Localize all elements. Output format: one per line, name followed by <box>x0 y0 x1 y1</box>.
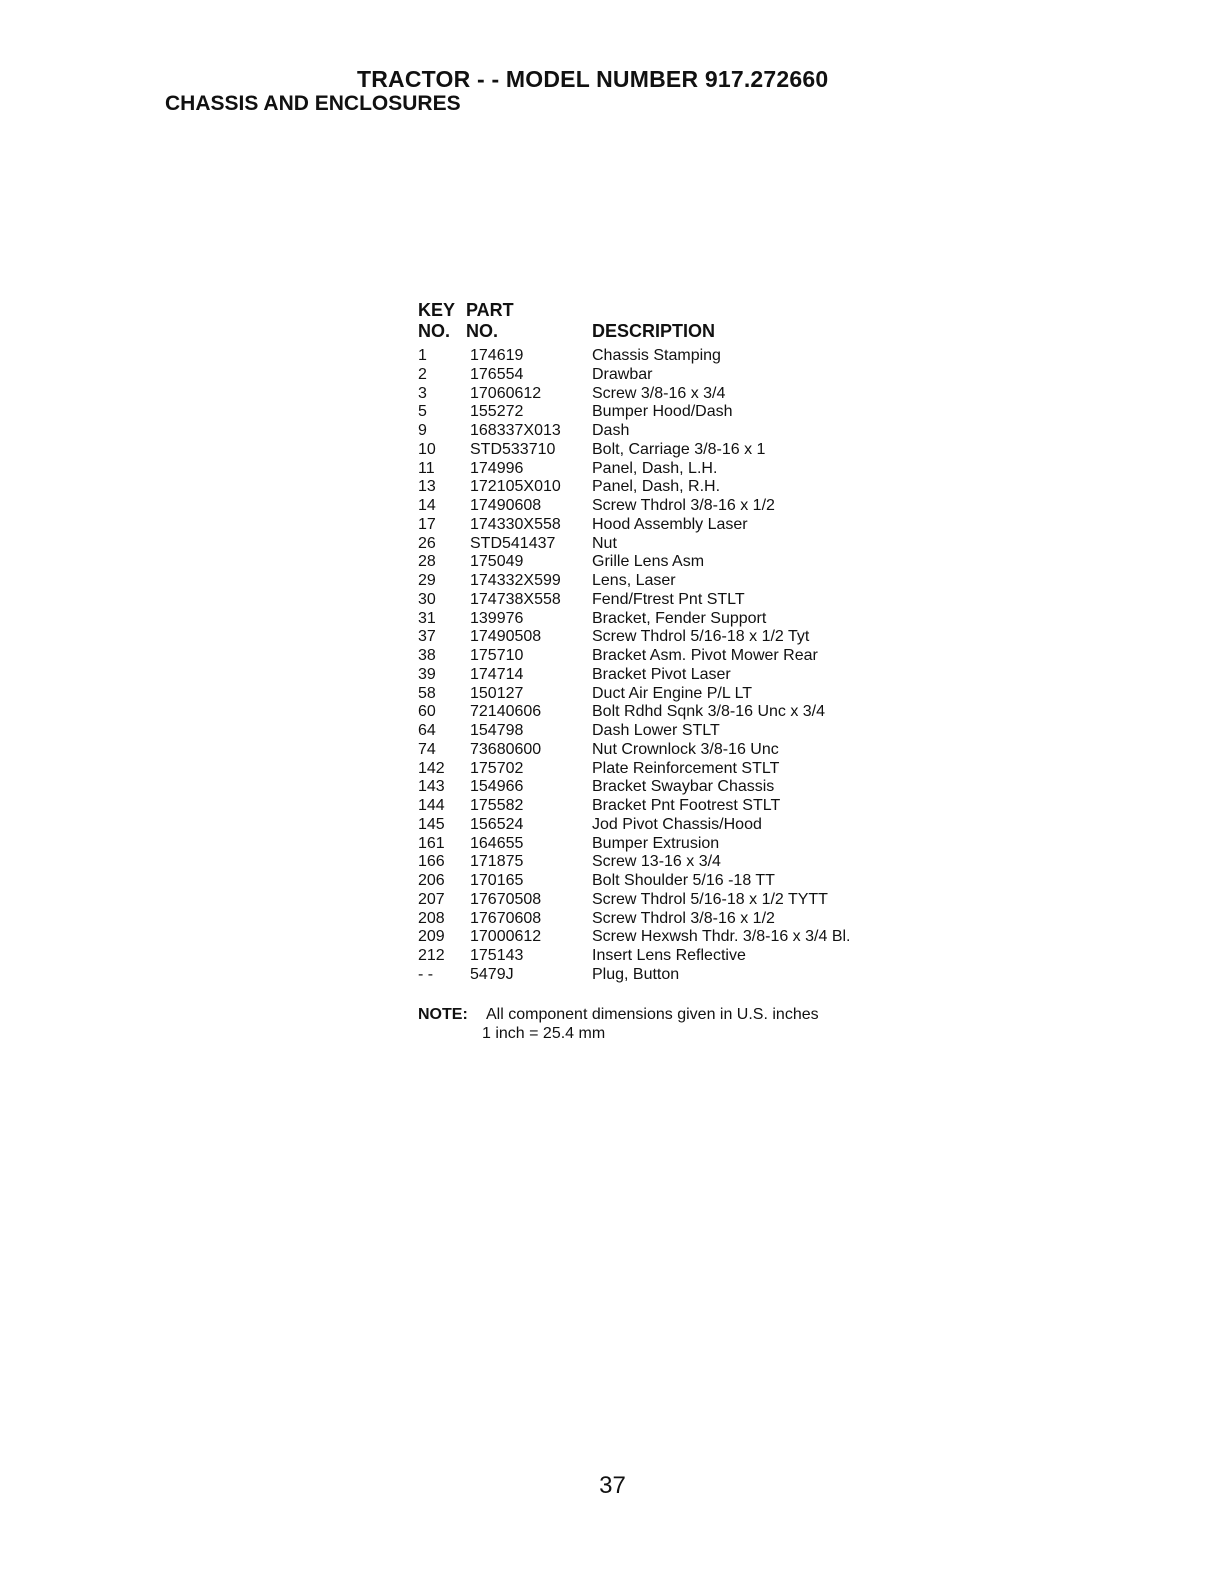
part-number-cell: 155272 <box>470 403 524 421</box>
key-cell: 38 <box>418 647 436 664</box>
part-number-cell: 174619 <box>470 347 524 364</box>
description-cell: Bolt Rdhd Sqnk 3/8-16 Unc x 3/4 <box>592 703 826 721</box>
key-cell: 206 <box>418 872 445 889</box>
description-cell: Bracket Asm. Pivot Mower Rear <box>592 647 818 664</box>
key-cell: 3 <box>418 384 427 402</box>
description-cell: Lens, Laser <box>592 572 676 589</box>
part-number-cell: 174996 <box>470 459 524 477</box>
page-number: 37 <box>599 1472 626 1499</box>
description-cell: Plug, Button <box>592 965 680 983</box>
part-number-cell: 175049 <box>470 553 524 571</box>
key-cell: 74 <box>418 740 436 758</box>
part-number-cell: 174330X558 <box>470 515 561 533</box>
part-number-cell: 164655 <box>470 834 524 852</box>
description-cell: Bracket Pivot Laser <box>592 665 731 683</box>
note-label: NOTE: <box>418 1006 468 1023</box>
part-number-cell: 17670508 <box>470 890 542 908</box>
part-number-cell: 17490508 <box>470 628 542 646</box>
description-cell: Bracket, Fender Support <box>592 609 767 627</box>
part-header-line1: PART <box>466 300 514 320</box>
part-number-cell: 154966 <box>470 778 524 796</box>
description-cell: Duct Air Engine P/L LT <box>592 684 753 702</box>
part-number-cell: 17490608 <box>470 497 542 514</box>
key-cell: 2 <box>418 365 427 383</box>
key-cell: 26 <box>418 534 436 552</box>
description-cell: Bumper Extrusion <box>592 834 720 852</box>
part-number-cell: STD541437 <box>470 534 556 552</box>
part-header-line2: NO. <box>466 321 499 341</box>
key-cell: 10 <box>418 440 436 458</box>
description-cell: Screw 3/8-16 x 3/4 <box>592 384 726 402</box>
key-cell: 208 <box>418 909 445 927</box>
description-cell: Insert Lens Reflective <box>592 947 746 964</box>
key-cell: 207 <box>418 890 445 908</box>
part-number-cell: STD533710 <box>470 440 556 458</box>
part-number-cell: 174738X558 <box>470 590 561 608</box>
description-cell: Screw Thdrol 3/8-16 x 1/2 <box>592 909 775 927</box>
key-cell: 145 <box>418 815 445 833</box>
description-cell: Screw Thdrol 5/16-18 x 1/2 TYTT <box>592 890 828 908</box>
description-cell: Dash Lower STLT <box>592 722 720 739</box>
part-number-cell: 72140606 <box>470 703 542 721</box>
key-cell: 209 <box>418 928 445 946</box>
part-number-cell: 175582 <box>470 797 524 814</box>
note-line-1: All component dimensions given in U.S. inches <box>486 1006 819 1023</box>
part-number-cell: 17060612 <box>470 384 542 402</box>
part-number-cell: 139976 <box>470 609 524 627</box>
description-cell: Bracket Pnt Footrest STLT <box>592 797 781 814</box>
part-number-cell: 17000612 <box>470 928 542 946</box>
key-cell: 37 <box>418 628 436 646</box>
description-cell: Bolt Shoulder 5/16 -18 TT <box>592 872 775 889</box>
description-cell: Plate Reinforcement STLT <box>592 759 780 777</box>
key-header-line1: KEY <box>418 300 456 320</box>
key-cell: 30 <box>418 590 436 608</box>
note-line-2: 1 inch = 25.4 mm <box>482 1025 606 1042</box>
key-cell: 166 <box>418 853 445 871</box>
description-cell: Nut Crownlock 3/8-16 Unc <box>592 740 779 758</box>
part-number-cell: 174714 <box>470 665 524 683</box>
part-number-cell: 170165 <box>470 872 524 889</box>
key-cell: 31 <box>418 609 436 627</box>
part-number-cell: 175143 <box>470 947 524 964</box>
description-cell: Jod Pivot Chassis/Hood <box>592 815 762 833</box>
key-cell: 212 <box>418 947 445 964</box>
part-number-cell: 17670608 <box>470 909 542 927</box>
part-number-cell: 172105X010 <box>470 478 561 496</box>
part-number-cell: 5479J <box>470 965 514 983</box>
part-number-cell: 154798 <box>470 722 524 739</box>
key-cell: 17 <box>418 515 436 533</box>
key-cell: 64 <box>418 722 436 739</box>
key-cell: 58 <box>418 684 436 702</box>
part-number-cell: 156524 <box>470 815 524 833</box>
key-cell: 28 <box>418 553 436 571</box>
description-cell: Dash <box>592 422 630 439</box>
description-cell: Screw Hexwsh Thdr. 3/8-16 x 3/4 Bl. <box>592 928 851 946</box>
section-subtitle: CHASSIS AND ENCLOSURES <box>165 92 461 115</box>
description-cell: Screw Thdrol 5/16-18 x 1/2 Tyt <box>592 628 810 646</box>
description-cell: Bumper Hood/Dash <box>592 403 733 421</box>
key-cell: 13 <box>418 478 436 496</box>
key-cell: 161 <box>418 834 445 852</box>
description-cell: Bracket Swaybar Chassis <box>592 778 775 796</box>
description-cell: Chassis Stamping <box>592 347 721 364</box>
description-cell: Nut <box>592 534 617 552</box>
key-cell: - - <box>418 965 434 983</box>
key-cell: 29 <box>418 572 436 589</box>
key-header-line2: NO. <box>418 321 451 341</box>
document-title: TRACTOR - - MODEL NUMBER 917.272660 <box>357 66 829 92</box>
description-cell: Hood Assembly Laser <box>592 515 748 533</box>
key-cell: 39 <box>418 665 436 683</box>
part-number-cell: 176554 <box>470 365 524 383</box>
key-cell: 142 <box>418 759 445 777</box>
description-header: DESCRIPTION <box>592 321 716 341</box>
part-number-cell: 175710 <box>470 647 524 664</box>
part-number-cell: 73680600 <box>470 740 542 758</box>
description-cell: Panel, Dash, R.H. <box>592 478 721 496</box>
part-number-cell: 171875 <box>470 853 524 871</box>
description-cell: Panel, Dash, L.H. <box>592 459 718 477</box>
part-number-cell: 174332X599 <box>470 572 561 589</box>
description-cell: Bolt, Carriage 3/8-16 x 1 <box>592 440 766 458</box>
description-cell: Screw 13-16 x 3/4 <box>592 853 721 871</box>
description-cell: Grille Lens Asm <box>592 553 705 571</box>
key-cell: 11 <box>418 459 435 477</box>
part-number-cell: 150127 <box>470 684 524 702</box>
key-cell: 144 <box>418 797 445 814</box>
key-cell: 9 <box>418 422 427 439</box>
key-cell: 60 <box>418 703 436 721</box>
key-cell: 14 <box>418 497 436 514</box>
key-cell: 5 <box>418 403 427 421</box>
description-cell: Drawbar <box>592 365 653 383</box>
part-number-cell: 168337X013 <box>470 422 561 439</box>
key-cell: 143 <box>418 778 445 796</box>
description-cell: Screw Thdrol 3/8-16 x 1/2 <box>592 497 775 514</box>
part-number-cell: 175702 <box>470 759 524 777</box>
description-cell: Fend/Ftrest Pnt STLT <box>592 590 745 608</box>
key-cell: 1 <box>418 347 427 364</box>
